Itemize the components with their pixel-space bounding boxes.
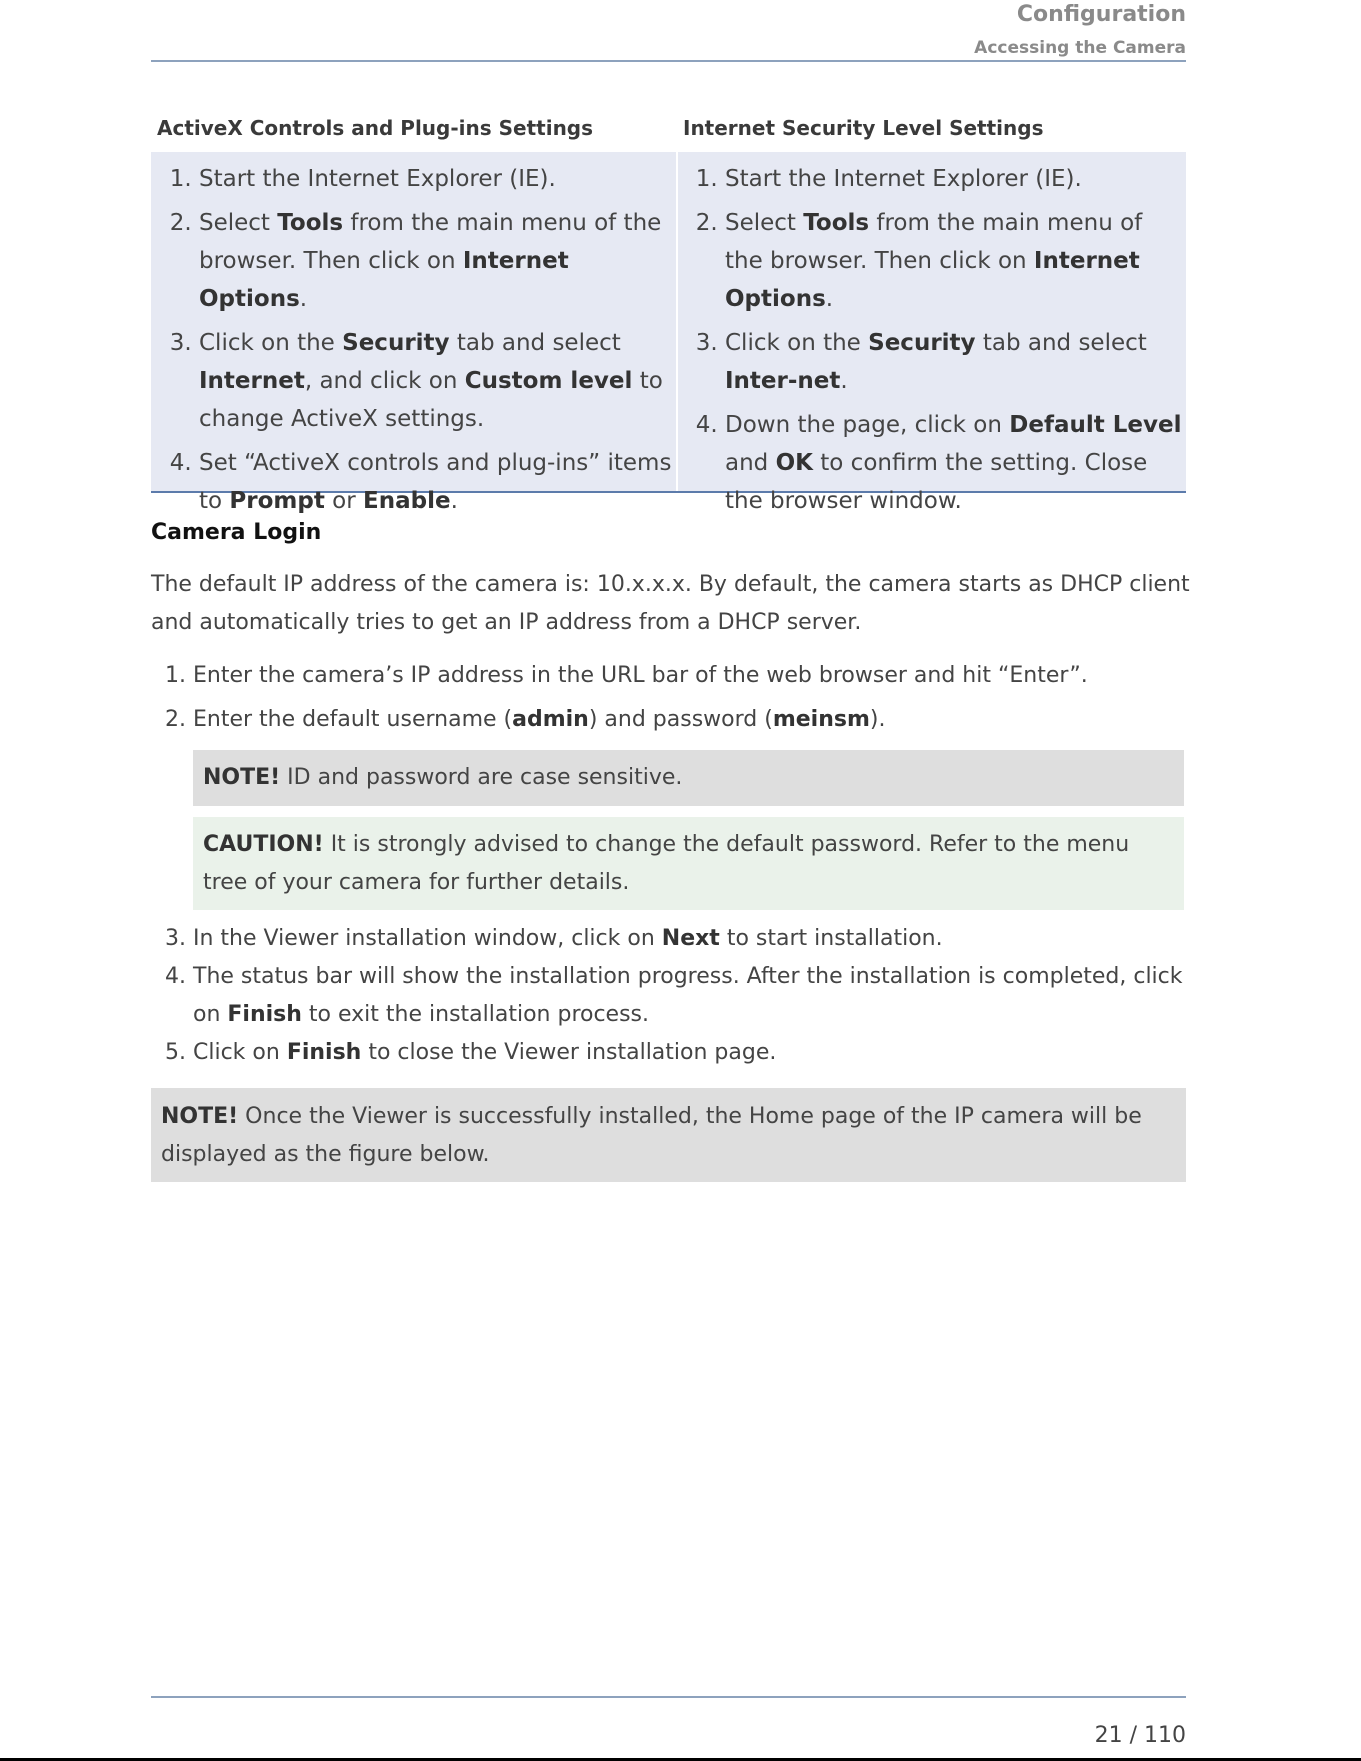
step-bold: Tools bbox=[803, 210, 870, 236]
step-bold: Prompt bbox=[229, 488, 325, 514]
step-text: ). bbox=[869, 707, 886, 732]
col1-heading: ActiveX Controls and Plug-ins Settings bbox=[157, 116, 594, 140]
caution-label: CAUTION! bbox=[203, 832, 324, 857]
install-step bbox=[193, 920, 1196, 958]
page-header bbox=[151, 0, 1186, 62]
col1-step bbox=[199, 444, 673, 520]
step-text: Select bbox=[725, 210, 804, 236]
note-viewer-text bbox=[161, 1098, 1181, 1174]
step-text: Click on the bbox=[199, 330, 343, 356]
step-bold: Next bbox=[661, 926, 720, 951]
login-list bbox=[151, 657, 1186, 739]
login-steps bbox=[151, 657, 1186, 745]
col2-steps bbox=[683, 160, 1183, 526]
note-body: Once the Viewer is successfully installed, the Home page of the IP camera will be displayed as the figure below. bbox=[161, 1104, 1142, 1167]
table-body bbox=[151, 152, 1186, 514]
step-text: tab and select bbox=[449, 330, 621, 356]
col1-step bbox=[199, 324, 673, 438]
step-text: ) and password ( bbox=[588, 707, 773, 732]
camera-login-intro: The default IP address of the camera is: 10.x.x.x. By default, the camera starts as DHCP client and automatically tries to get an IP address from a DHCP server. bbox=[151, 572, 1190, 635]
caution-body: It is strongly advised to change the default password. Refer to the menu tree of your camera for further details. bbox=[203, 832, 1130, 895]
step-text: or bbox=[324, 488, 363, 514]
note-box bbox=[193, 750, 1184, 806]
step-text: tab and select bbox=[975, 330, 1147, 356]
step-bold: Inter-net bbox=[725, 368, 841, 394]
step-text: , and click on bbox=[304, 368, 465, 394]
step-bold: Finish bbox=[227, 1002, 302, 1027]
step-text: Enter the default username ( bbox=[193, 707, 513, 732]
step-text: The status bar will show the installation progress. After the installation is completed, click on bbox=[193, 964, 1183, 1027]
install-step bbox=[193, 1034, 1196, 1072]
step-bold: Custom level bbox=[464, 368, 633, 394]
step-bold: admin bbox=[512, 707, 589, 732]
col2-step bbox=[725, 324, 1183, 400]
step-bold: Internet Options bbox=[199, 248, 569, 312]
step-bold: OK bbox=[775, 450, 813, 476]
col1-step bbox=[199, 160, 673, 198]
step-bold: Default Level bbox=[1009, 412, 1182, 438]
step-bold: Internet Options bbox=[725, 248, 1140, 312]
step-bold: Internet bbox=[199, 368, 305, 394]
note-text bbox=[203, 759, 682, 797]
install-list bbox=[151, 920, 1196, 1072]
camera-login-title: Camera Login bbox=[151, 520, 322, 545]
step-text: and bbox=[725, 450, 776, 476]
step-text: from the main menu of the browser. Then click on bbox=[725, 210, 1143, 274]
step-text: to change ActiveX settings. bbox=[199, 368, 663, 432]
login-step bbox=[193, 701, 1186, 739]
step-text: to confirm the setting. Close the browser window. bbox=[725, 450, 1148, 514]
step-text: Enter the camera’s IP address in the URL bar of the web browser and hit “Enter”. bbox=[193, 663, 1088, 688]
col2-step bbox=[725, 406, 1183, 520]
step-bold: Enable bbox=[363, 488, 451, 514]
note-label: NOTE! bbox=[203, 765, 281, 790]
step-text: Select bbox=[199, 210, 278, 236]
login-step bbox=[193, 657, 1186, 695]
step-text: Click on the bbox=[725, 330, 869, 356]
step-text: to exit the installation process. bbox=[301, 1002, 650, 1027]
step-bold: meinsm bbox=[772, 707, 870, 732]
step-text: . bbox=[299, 286, 308, 312]
col2-list bbox=[683, 160, 1183, 520]
step-text: Down the page, click on bbox=[725, 412, 1010, 438]
note-box-viewer bbox=[151, 1088, 1186, 1182]
step-text: to close the Viewer installation page. bbox=[361, 1040, 777, 1065]
col1-step bbox=[199, 204, 673, 318]
step-text: Click on bbox=[193, 1040, 287, 1065]
col2-step bbox=[725, 160, 1183, 198]
col1-list bbox=[157, 160, 673, 520]
page-number: 21 / 110 bbox=[1094, 1723, 1186, 1748]
col1-steps bbox=[157, 160, 673, 526]
step-bold: Tools bbox=[277, 210, 344, 236]
step-text: . bbox=[825, 286, 834, 312]
footer-divider bbox=[151, 1696, 1186, 1698]
step-text: to start installation. bbox=[719, 926, 943, 951]
note-body: ID and password are case sensitive. bbox=[280, 765, 683, 790]
caution-text bbox=[203, 826, 1163, 902]
step-text: In the Viewer installation window, click on bbox=[193, 926, 662, 951]
chapter-title: Configuration bbox=[1016, 2, 1186, 27]
step-bold: Finish bbox=[286, 1040, 362, 1065]
step-text: Start the Internet Explorer (IE). bbox=[199, 166, 556, 192]
step-text: Set “ActiveX controls and plug-ins” items to bbox=[199, 450, 672, 514]
col2-step bbox=[725, 204, 1183, 318]
install-steps bbox=[151, 920, 1196, 1072]
step-text: . bbox=[840, 368, 848, 394]
note-label: NOTE! bbox=[161, 1104, 239, 1129]
install-step bbox=[193, 958, 1196, 1034]
step-text: . bbox=[450, 488, 458, 514]
col2-heading: Internet Security Level Settings bbox=[683, 116, 1044, 140]
caution-box bbox=[193, 817, 1184, 910]
step-text: Start the Internet Explorer (IE). bbox=[725, 166, 1082, 192]
step-bold: Security bbox=[868, 330, 976, 356]
section-subtitle: Accessing the Camera bbox=[974, 38, 1186, 58]
column-divider bbox=[676, 152, 678, 491]
step-text: from the main menu of the browser. Then click on bbox=[199, 210, 662, 274]
step-bold: Security bbox=[342, 330, 450, 356]
